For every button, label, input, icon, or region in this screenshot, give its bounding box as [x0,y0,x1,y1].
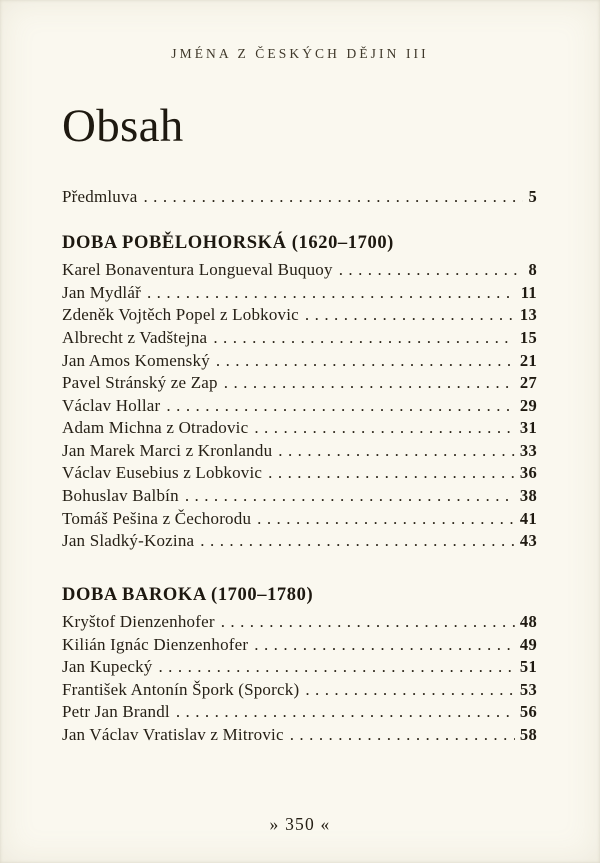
entry-title: Tomáš Pešina z Čechorodu [62,508,252,528]
entry-title: Václav Eusebius z Lobkovic [62,463,263,483]
entry-title: Adam Michna z Otradovic [62,418,249,438]
entry-page-number: 33 [519,440,537,460]
toc-entry [62,530,537,553]
entry-page-number: 21 [519,350,537,370]
dot-leader [278,440,515,463]
dot-leader [257,508,515,531]
toc-entry [62,485,537,508]
entry-page-number: 8 [528,260,537,280]
dot-leader [166,395,514,418]
entry-page-number: 5 [528,187,537,207]
toc-entry [62,350,537,373]
dot-leader [216,350,515,373]
toc-entry [62,462,537,485]
entry-page-number: 27 [519,373,537,393]
dot-leader [221,611,515,634]
folio-page-number: » 350 « [269,814,331,834]
section-heading: DOBA POBĚLOHORSKÁ (1620–1700) [62,232,394,253]
entry-page-number: 38 [519,486,537,506]
entry-title: Bohuslav Balbín [62,486,179,506]
dot-leader [254,634,515,657]
entry-title: František Antonín Špork (Sporck) [62,679,300,699]
entry-page-number: 56 [519,702,537,722]
entry-title: Albrecht z Vadštejna [62,327,208,347]
dot-leader [158,656,514,679]
entry-page-number: 29 [519,395,537,415]
entry-page-number: 48 [519,612,537,632]
toc-entry [62,395,537,418]
entry-page-number: 15 [519,327,537,347]
toc-entry [62,508,537,531]
dot-leader [147,282,516,305]
entry-title: Předmluva [62,187,138,207]
entry-page-number: 58 [519,725,537,744]
toc-entry [62,701,537,724]
entry-title: Jan Kupecký [62,657,153,677]
entry-page-number: 13 [519,305,537,325]
toc-entry [62,259,537,282]
dot-leader [254,417,515,440]
entry-page-number: 43 [519,531,537,551]
dot-leader [339,259,524,282]
entry-title: Jan Sladký-Kozina [62,531,195,551]
entry-page-number: 51 [519,657,537,677]
entry-page-number: 49 [519,634,537,654]
toc-entry [62,372,537,395]
toc-entry [62,611,537,634]
entry-title: Jan Amos Komenský [62,350,210,370]
entry-title: Petr Jan Brandl [62,702,170,722]
dot-leader [290,724,515,747]
toc-entry [62,417,537,440]
entry-title: Jan Mydlář [62,282,141,302]
dot-leader [176,701,515,724]
toc-entry [62,634,537,657]
dot-leader [305,304,515,327]
dot-leader [185,485,515,508]
dot-leader [268,462,515,485]
entry-title: Zdeněk Vojtěch Popel z Lobkovic [62,305,299,325]
toc-section-pobelohorska [62,232,537,553]
section-heading: DOBA BAROKA (1700–1780) [62,584,314,605]
entry-title: Karel Bonaventura Longueval Buquoy [62,260,333,280]
dot-leader [143,186,523,209]
toc-entry-preface [62,186,537,209]
entry-page-number: 53 [519,679,537,699]
toc-section-baroka [62,584,537,747]
dot-leader [224,372,515,395]
entry-page-number: 36 [519,463,537,483]
toc-entry [62,327,537,350]
running-head: JMÉNA Z ČESKÝCH DĚJIN III [171,46,429,61]
entry-title: Václav Hollar [62,395,161,415]
entry-page-number: 31 [519,418,537,438]
entry-title: Pavel Stránský ze Zap [62,373,218,393]
entry-title: Jan Marek Marci z Kronlandu [62,440,273,460]
toc-entry [62,304,537,327]
toc-entry [62,440,537,463]
toc-entry [62,656,537,679]
table-of-contents [62,186,537,746]
entry-title: Kryštof Dienzenhofer [62,612,215,632]
dot-leader [305,679,515,702]
entry-title: Kilián Ignác Dienzenhofer [62,634,249,654]
entry-page-number: 41 [519,508,537,528]
entry-page-number: 11 [520,282,537,302]
toc-entry [62,679,537,702]
toc-entry [62,724,537,747]
dot-leader [200,530,515,553]
page-title: Obsah [62,100,184,152]
dot-leader [213,327,515,350]
toc-entry [62,282,537,305]
entry-title: Jan Václav Vratislav z Mitrovic [62,725,284,744]
